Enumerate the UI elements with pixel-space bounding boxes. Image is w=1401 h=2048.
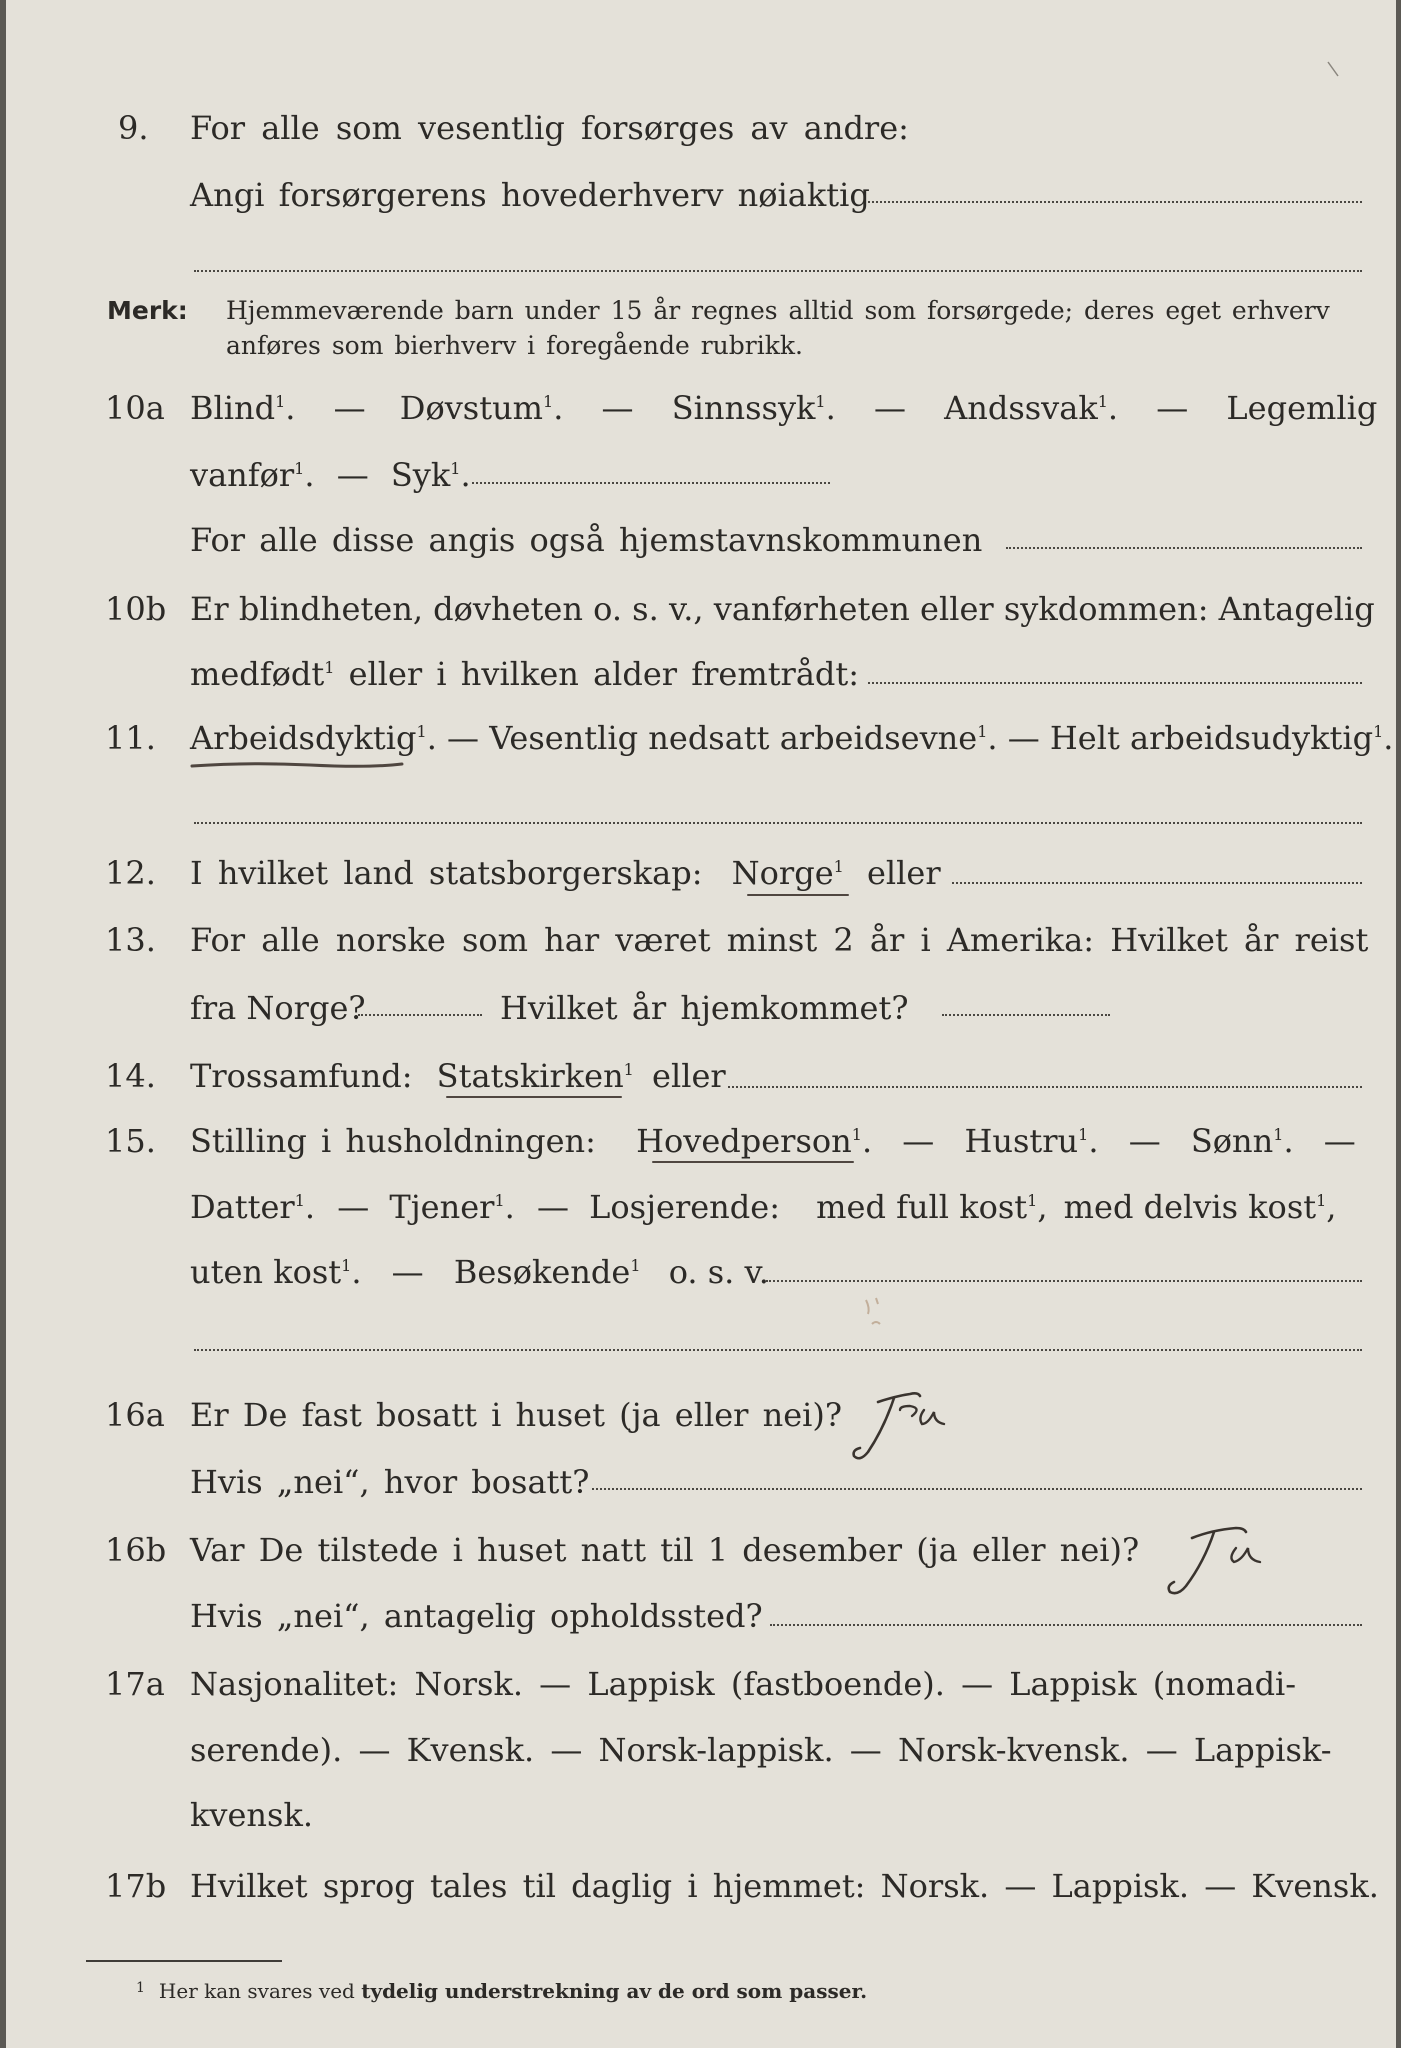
q14-number: 14. xyxy=(105,1057,156,1095)
option-vesentlig-nedsatt[interactable]: Vesentlig nedsatt arbeidsevne xyxy=(489,719,978,757)
option-legemlig[interactable]: Legemlig xyxy=(1226,389,1378,427)
option-norge[interactable]: Norge xyxy=(731,854,834,892)
option-datter[interactable]: Datter xyxy=(190,1188,295,1226)
q17a-line1: Nasjonalitet: Norsk. — Lappisk (fastboende). — Lappisk (nomadi- xyxy=(190,1665,1297,1703)
q10b-answer-line[interactable] xyxy=(868,680,1362,684)
option-med-full-kost[interactable]: med full kost xyxy=(816,1188,1028,1226)
q16b-number: 16b xyxy=(105,1531,167,1569)
q13-line2b: Hvilket år hjemkommet? xyxy=(500,989,909,1027)
q16a-answer-line[interactable] xyxy=(592,1486,1362,1490)
q9-answer-line-1[interactable] xyxy=(868,199,1362,203)
q15-line2: Datter$^1$. — Tjener$^1$. — Losjerende: med full kost$^1$, med delvis kost$^1$, xyxy=(190,1188,1337,1226)
option-medfodt[interactable]: medfødt xyxy=(190,655,325,693)
footnote: $^1$ Her kan svares ved tydelig understrekning av de ord som passer. xyxy=(136,1979,868,2003)
q11-underline-arbeidsdyktig xyxy=(190,758,410,772)
option-sinnssyk[interactable]: Sinnssyk xyxy=(671,389,816,427)
q10a-line1: Blind$^1$. — Døvstum$^1$. — Sinnssyk$^1$. — Andssvak$^1$. — Legemlig xyxy=(190,389,1378,427)
q16a-handwritten-answer-ja xyxy=(848,1366,978,1476)
q13-number: 13. xyxy=(105,921,156,959)
option-vanfor[interactable]: vanfør xyxy=(190,456,295,494)
option-med-delvis-kost[interactable]: med delvis kost xyxy=(1063,1188,1317,1226)
merk-line1: Hjemmeværende barn under 15 år regnes alltid som forsørgede; deres eget erhverv xyxy=(226,296,1330,325)
option-arbeidsdyktig[interactable]: Arbeidsdyktig xyxy=(190,719,417,757)
q15-answer-line-1[interactable] xyxy=(766,1278,1362,1282)
merk-line2: anføres som bierhverv i foregående rubrikk. xyxy=(226,331,803,360)
q10b-line2: medfødt$^1$ eller i hvilken alder fremtrådt: xyxy=(190,655,860,693)
option-hustru[interactable]: Hustru xyxy=(964,1122,1079,1160)
q16b-line2: Hvis „nei“, antagelig opholdssted? xyxy=(190,1597,763,1635)
q11-line1: Arbeidsdyktig$^1$. — Vesentlig nedsatt arbeidsevne$^1$. — Helt arbeidsudyktig$^1$. xyxy=(190,719,1394,757)
option-syk[interactable]: Syk xyxy=(390,456,451,494)
q10a-line2: vanfør$^1$. — Syk$^1$. xyxy=(190,456,471,494)
corner-scratch xyxy=(1326,60,1346,80)
q17a-number: 17a xyxy=(105,1665,165,1703)
q13-answer-line-year-returned[interactable] xyxy=(942,1012,1110,1016)
q16a-number: 16a xyxy=(105,1396,165,1434)
q10b-number: 10b xyxy=(105,590,167,628)
q16a-line1: Er De fast bosatt i huset (ja eller nei)? xyxy=(190,1396,843,1434)
q9-number: 9. xyxy=(118,109,149,147)
q16b-answer-line[interactable] xyxy=(770,1622,1362,1626)
q17a-line3: kvensk. xyxy=(190,1796,313,1834)
option-sonn[interactable]: Sønn xyxy=(1190,1122,1274,1160)
q11-answer-line[interactable] xyxy=(194,820,1362,824)
option-dovstum[interactable]: Døvstum xyxy=(399,389,544,427)
q10b-line1: Er blindheten, døvheten o. s. v., vanførheten eller sykdommen: Antagelig xyxy=(190,590,1375,628)
q10a-line3: For alle disse angis også hjemstavnskommunen xyxy=(190,521,983,559)
merk-label: Merk: xyxy=(107,296,188,325)
option-blind[interactable]: Blind xyxy=(190,389,276,427)
option-statskirken[interactable]: Statskirken xyxy=(436,1057,624,1095)
q11-number: 11. xyxy=(105,719,156,757)
q17b-number: 17b xyxy=(105,1867,167,1905)
option-uten-kost[interactable]: uten kost xyxy=(190,1253,342,1291)
option-besokende[interactable]: Besøkende xyxy=(453,1253,631,1291)
q14-answer-line[interactable] xyxy=(728,1084,1362,1088)
q16b-handwritten-answer-ja xyxy=(1156,1508,1296,1608)
ink-smudge xyxy=(860,1294,900,1334)
q12-line: I hvilket land statsborgerskap: Norge$^1$ eller xyxy=(190,854,941,892)
q14-line: Trossamfund: Statskirken$^1$ eller xyxy=(190,1057,726,1095)
q15-underline-hovedperson xyxy=(652,1161,854,1163)
q10a-answer-line-1[interactable] xyxy=(472,480,830,484)
q12-underline-norge xyxy=(747,894,849,896)
q17a-line2: serende). — Kvensk. — Norsk-lappisk. — Norsk-kvensk. — Lappisk- xyxy=(190,1731,1332,1769)
q15-number: 15. xyxy=(105,1122,156,1160)
option-hovedperson[interactable]: Hovedperson xyxy=(636,1122,852,1160)
q9-line2: Angi forsørgerens hovederhverv nøiaktig xyxy=(190,176,870,214)
census-form-page xyxy=(6,0,1396,2048)
option-tjener[interactable]: Tjener xyxy=(389,1188,495,1226)
option-andssvak[interactable]: Andssvak xyxy=(944,389,1098,427)
q16b-line1: Var De tilstede i huset natt til 1 desember (ja eller nei)? xyxy=(190,1531,1140,1569)
q13-line1: For alle norske som har været minst 2 år i Amerika: Hvilket år reist xyxy=(190,921,1369,959)
q9-line1: For alle som vesentlig forsørges av andre: xyxy=(190,109,909,147)
footnote-rule xyxy=(86,1960,282,1962)
q13-answer-line-year-left[interactable] xyxy=(358,1012,482,1016)
q10a-answer-line-2[interactable] xyxy=(1006,545,1362,549)
q9-answer-line-2[interactable] xyxy=(194,268,1362,272)
q17b-line1: Hvilket sprog tales til daglig i hjemmet: Norsk. — Lappisk. — Kvensk. xyxy=(190,1867,1379,1905)
q15-line3: uten kost$^1$. — Besøkende$^1$ o. s. v. xyxy=(190,1253,769,1291)
q15-answer-line-2[interactable] xyxy=(194,1347,1362,1351)
q10a-number: 10a xyxy=(105,389,165,427)
q12-answer-line[interactable] xyxy=(952,880,1362,884)
option-helt-arbeidsudyktig[interactable]: Helt arbeidsudyktig xyxy=(1049,719,1374,757)
q14-underline-statskirken xyxy=(446,1096,622,1098)
q16a-line2: Hvis „nei“, hvor bosatt? xyxy=(190,1463,590,1501)
q13-line2a: fra Norge? xyxy=(190,989,366,1027)
q12-number: 12. xyxy=(105,854,156,892)
q15-line1: Stilling i husholdningen: Hovedperson$^1$. — Hustru$^1$. — Sønn$^1$. — xyxy=(190,1122,1356,1160)
